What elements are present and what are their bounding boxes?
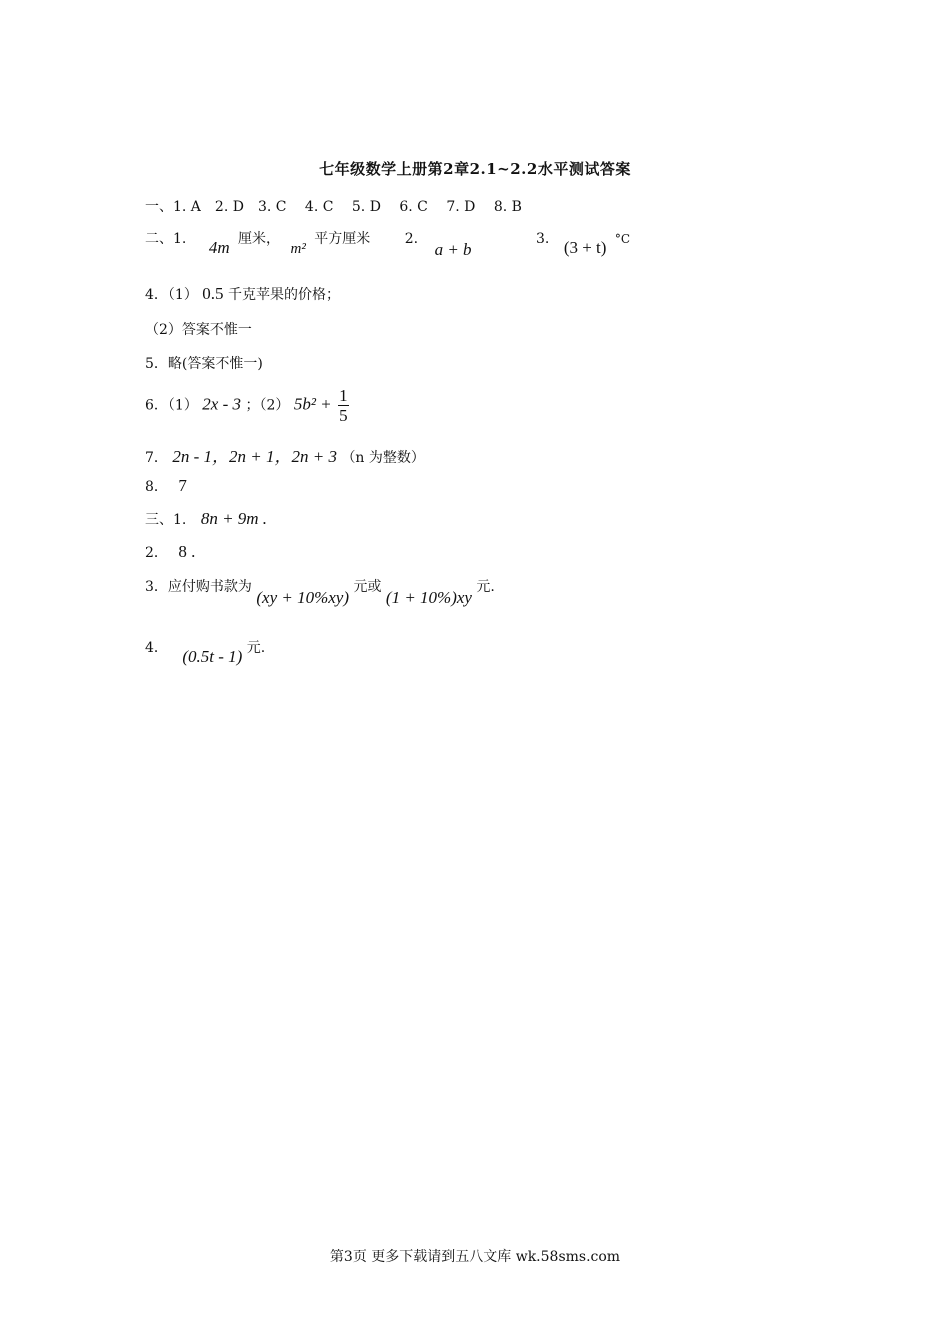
page-footer: 第3页 更多下载请到五八文库 wk.58sms.com — [329, 1249, 621, 1265]
q8-label: 8． — [145, 479, 168, 495]
expr-5b2: 5b² + — [293, 394, 332, 414]
q6-separator: ；（2） — [245, 397, 290, 414]
unit-celsius: °C — [614, 232, 631, 246]
fraction-one-fifth — [338, 386, 349, 425]
section-three-label: 三、1. — [145, 512, 187, 528]
q3-4-unit: 元. — [246, 640, 266, 656]
expr-8n-9m: 8n + 9m . — [200, 509, 268, 528]
q8-answer — [145, 476, 187, 496]
fraction-denominator: 5 — [339, 406, 348, 425]
page-title: 七年级数学上册第2章2.1~2.2水平测试答案 — [319, 160, 631, 178]
q7-answer — [145, 442, 425, 467]
section-one-answers: 一、1. A 2. D 3. C 4. C 5. D 6. C 7. D 8. B — [145, 199, 522, 215]
value-0-5: 0.5 — [202, 284, 224, 303]
q5-answer: 5．略(答案不惟一) — [145, 356, 263, 372]
q6-answer — [145, 386, 349, 425]
expr-1-plus-10pct-xy: (1 + 10%)xy — [385, 588, 472, 607]
section-three-q1 — [145, 509, 267, 529]
q2-number: 2. — [404, 231, 419, 247]
section-three-q2 — [145, 542, 195, 562]
answer-4m: 4m — [208, 238, 230, 257]
unit-cm2: 平方厘米 — [314, 231, 371, 247]
expr-2x-minus-3: 2x - 3 — [202, 394, 241, 414]
expr-xy-plus-10pct: (xy + 10%xy) — [256, 588, 350, 607]
q3-3-text: 3．应付购书款为 — [145, 579, 252, 595]
q3-3-unit: 元. — [476, 579, 495, 595]
answer-3-plus-t: (3 + t) — [563, 238, 607, 257]
value-7: 7 — [178, 476, 187, 495]
q3-4-label: 4． — [145, 640, 168, 656]
section-two-label: 二、1. — [145, 231, 187, 247]
q3-3-or: 元或 — [353, 579, 382, 595]
expr-odd-numbers: 2n - 1，2n + 1，2n + 3 — [172, 447, 337, 466]
q4-part1 — [145, 284, 340, 304]
q4-part2: （2）答案不惟一 — [145, 322, 252, 338]
fraction-numerator: 1 — [339, 386, 348, 405]
q7-note: （n 为整数） — [341, 450, 425, 466]
value-8: 8 . — [178, 542, 196, 561]
q3-2-label: 2． — [145, 545, 168, 561]
q4-label: 4．（1） — [145, 287, 198, 303]
section-three-q4 — [145, 637, 266, 666]
expr-0-5t-minus-1: (0.5t - 1) — [182, 647, 243, 666]
q3-number: 3. — [536, 231, 550, 247]
q6-label: 6．（1） — [145, 397, 198, 414]
answer-a-plus-b: a + b — [434, 240, 472, 259]
q7-label: 7． — [145, 450, 168, 466]
q4-text: 千克苹果的价格； — [227, 287, 340, 303]
unit-cm: 厘米， — [238, 231, 281, 247]
section-two-q1-q3 — [145, 228, 631, 259]
answer-m2: m² — [290, 241, 306, 257]
section-three-q3 — [145, 576, 495, 607]
